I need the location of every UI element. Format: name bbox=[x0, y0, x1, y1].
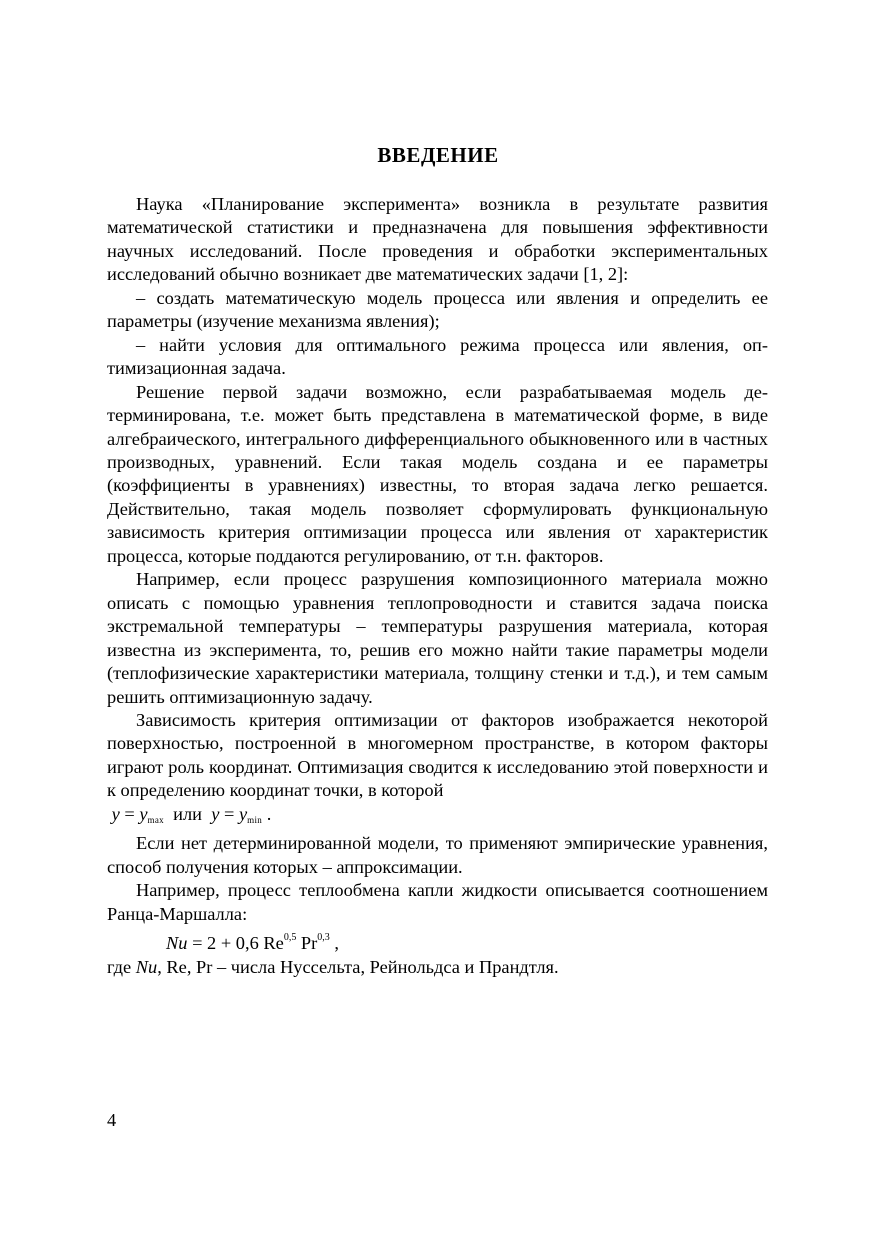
paragraph-intro: Наука «Планирование эксперимента» возникла в результате развития математической статистики и предназначена для повышения эффективности научных исследований. После проведения и обработки экспериментальных исследований обычно возникает две математических задачи [1, 2]: bbox=[107, 194, 768, 285]
paragraph-task-1: – создать математическую модель процесса или явления и определить ее параметры (изучение механизма явления); bbox=[107, 287, 768, 332]
paragraph-empirical: Если нет детерминированной модели, то применяют эмпирические уравнения, способ получения которых – аппроксимации. bbox=[107, 833, 768, 877]
condition-y-min: $y = y_{min}$ bbox=[211, 803, 263, 825]
paragraph-optimization: Зависимость критерия оптимизации от факторов изображается некоторой поверхностью, построенной в многомерном пространстве, в котором факторы играют роль координат. Оптимизация сводится к исследованию этой поверхности и к определению координат точки, в которой bbox=[107, 709, 768, 801]
formula-legend: где Nu, Re, Pr – числа Нуссельта, Рейнольдса и Прандтля. bbox=[107, 956, 559, 977]
body-text bbox=[107, 193, 768, 979]
paragraph-task-2: – найти условия для оптимального режима процесса или явления, оптимизационная задача. bbox=[107, 334, 768, 379]
paragraph-example-2: Например, процесс теплообмена капли жидкости описывается соотношением Ранца-Маршалла: bbox=[107, 880, 768, 924]
page-number: 4 bbox=[107, 1110, 117, 1130]
page-title: ВВЕДЕНИЕ bbox=[377, 143, 499, 167]
paragraph-example-1: Например, если процесс разрушения композиционного материала можно описать с помощью уравнения теплопроводности и ставится задача поиска экстремальной температуры – температуры разрушения материала, которая известна из эксперимента, то, решив его можно найти такие параметры модели (теплофизические характеристики материала, толщину стенки и т.д.), и тем самым решить оптимизационную задачу. bbox=[107, 569, 768, 707]
condition-or: или bbox=[173, 803, 203, 824]
paragraph-first-task: Решение первой задачи возможно, если разрабатываемая модель детерминирована, т.е. может быть представлена в математической форме, в виде алгебраического, интегрального дифференциального обыкновенного или в частных производных, уравнений. Если такая модель создана и ее параметры (коэффициенты в уравнениях) известны, то вторая задача легко решается. Действительно, такая модель позволяет сформулировать функциональную зависимость критерия оптимизации процесса или явления от характеристик процесса, которые поддаются регулированию, от т.н. факторов. bbox=[107, 381, 768, 566]
condition-y-max: $y = y_{max}$ bbox=[111, 803, 164, 825]
ranz-marshall-formula: Nu = 2 + 0,6 Re$^{0,5}$ Pr$^{0,3}$ , bbox=[166, 932, 339, 954]
inline-condition: $y = y_{max}$ или $y = y_{min}$ . bbox=[111, 803, 272, 825]
